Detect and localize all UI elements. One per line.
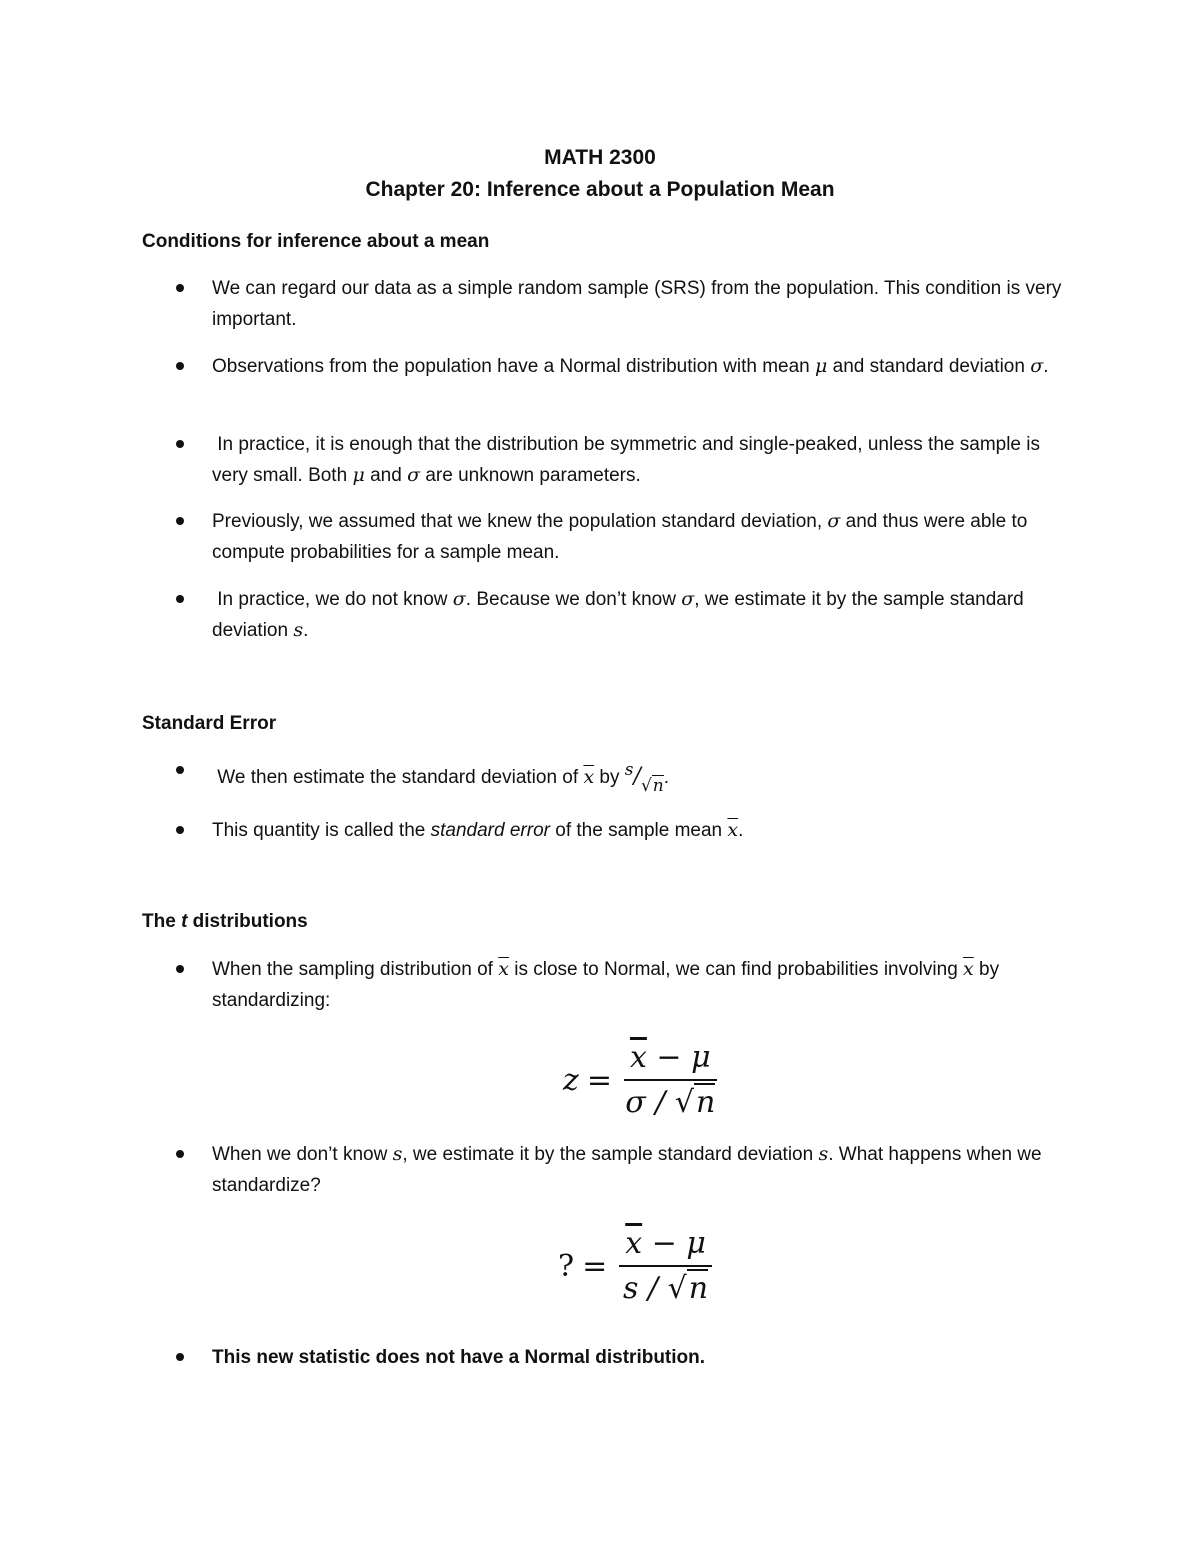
list-item — [176, 273, 1076, 335]
list-item — [176, 1342, 1076, 1373]
bullet-text: This new statistic does not have a Normal distribution. — [212, 1347, 706, 1368]
list-item — [176, 506, 1076, 568]
bullet-text: When we don’t know s, we estimate it by the sample standard deviation s. What happens when we standardize? — [212, 1143, 1042, 1196]
bullet-text: We then estimate the standard deviation of $\overline{x}$ by s/√n. — [217, 760, 670, 796]
bullet-text: In practice, it is enough that the distribution be symmetric and single-peaked, unless the sample is very small. Both μ and σ are unknown parameters. — [212, 434, 1040, 486]
t-distributions-heading: The t distributions — [142, 911, 308, 932]
bullet-text: When the sampling distribution of $\overline{x}$ is close to Normal, we can find probabilities involving $\overline{x}$ by standardizing: — [212, 958, 1000, 1011]
bullet-text: This quantity is called the standard error of the sample mean $\overline{x}$. — [212, 819, 744, 841]
bullet-icon — [176, 826, 184, 834]
list-item — [176, 815, 1076, 846]
bullet-icon — [176, 1353, 184, 1361]
list-item — [176, 584, 1076, 646]
z-score-formula: z = $\frac{\overline{x} - \mu}{\sigma / √n}$ — [563, 1040, 716, 1120]
bullet-icon — [176, 517, 184, 525]
bullet-text: In practice, we do not know σ. Because we don’t know σ, we estimate it by the sample standard deviation s. — [212, 588, 1024, 641]
list-item — [176, 1139, 1076, 1201]
unknown-statistic-formula: ? = $\frac{\overline{x} - \mu}{s / √n}$ — [558, 1226, 712, 1306]
bullet-text: We can regard our data as a simple random sample (SRS) from the population. This condition is very important. — [212, 278, 1062, 330]
standard-error-heading: Standard Error — [142, 713, 277, 734]
bullet-icon — [176, 965, 184, 973]
conditions-heading: Conditions for inference about a mean — [142, 231, 490, 252]
bullet-text: Previously, we assumed that we knew the population standard deviation, σ and thus were able to compute probabilities for a sample mean. — [212, 510, 1028, 563]
bullet-icon — [176, 766, 184, 774]
bullet-icon — [176, 595, 184, 603]
bullet-icon — [176, 440, 184, 448]
course-title: MATH 2300 — [544, 146, 656, 169]
chapter-title: Chapter 20: Inference about a Population Mean — [365, 178, 835, 201]
list-item — [176, 755, 1076, 802]
bullet-icon — [176, 1150, 184, 1158]
list-item — [176, 351, 1076, 382]
bullet-icon — [176, 362, 184, 370]
bullet-text: Observations from the population have a Normal distribution with mean μ and standard deviation σ. — [212, 355, 1049, 377]
bullet-icon — [176, 284, 184, 292]
list-item — [176, 954, 1076, 1016]
list-item — [176, 429, 1076, 491]
s-over-root-n: s/√n — [624, 760, 664, 796]
